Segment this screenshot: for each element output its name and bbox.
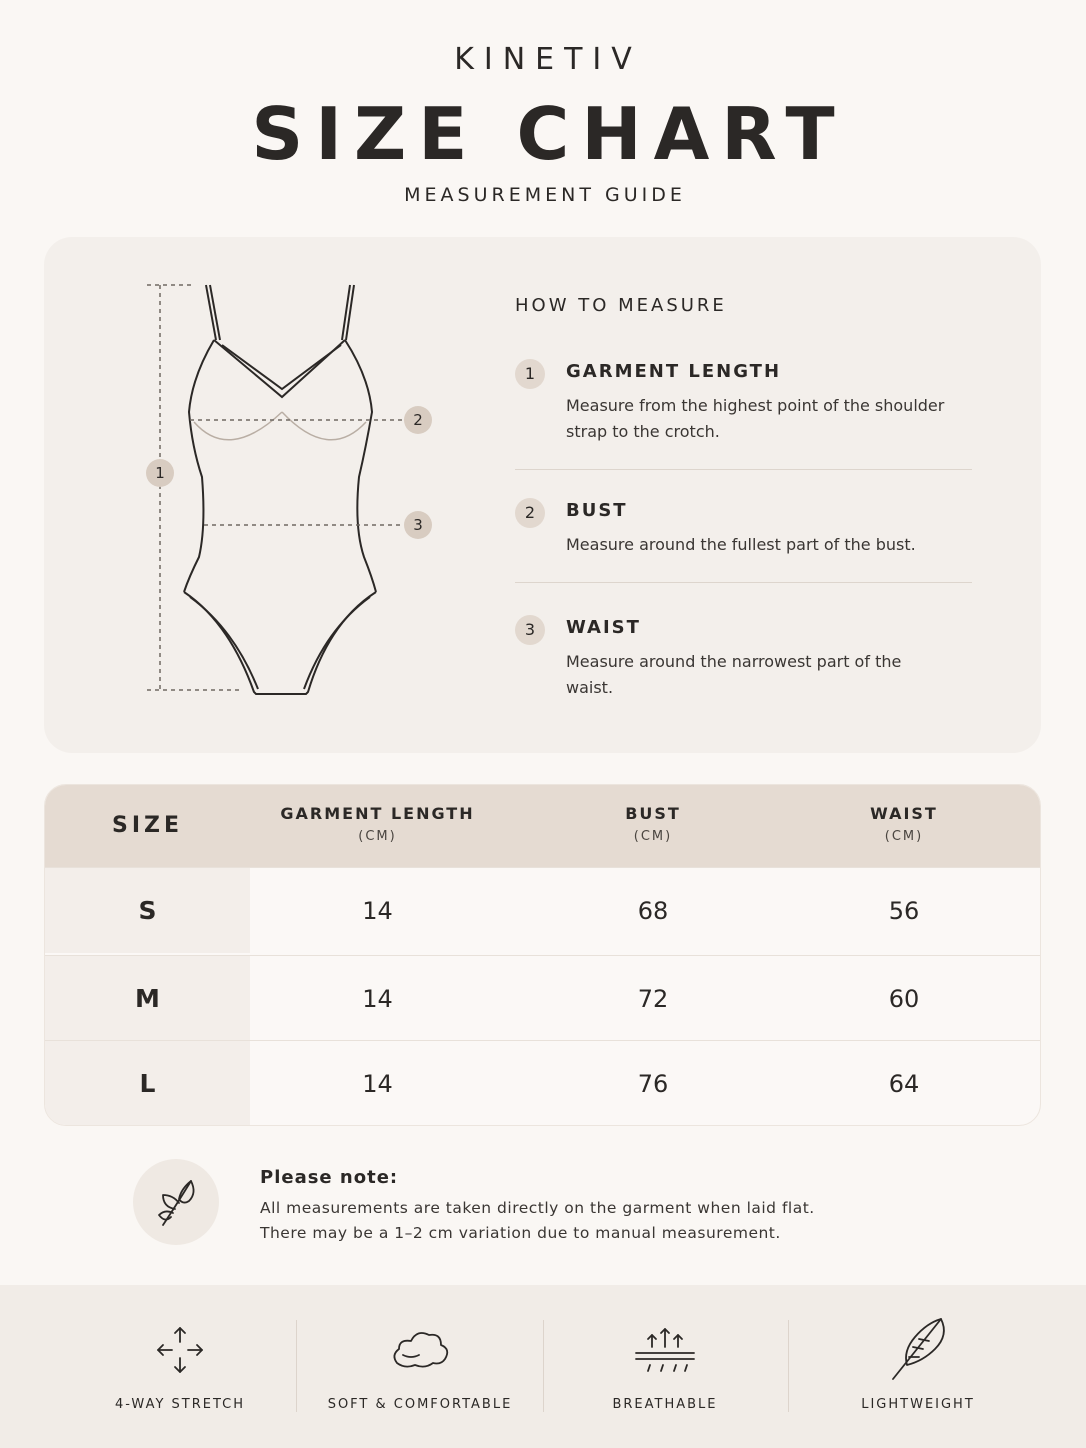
size-cell: M: [45, 956, 250, 1041]
waist-cell: 56: [888, 897, 920, 925]
column-unit: (CM): [633, 829, 673, 844]
column-header-bust: [505, 804, 801, 844]
waist-cell: 64: [888, 1070, 920, 1098]
feather-icon: [883, 1315, 953, 1385]
step-description: Measure from the highest point of the shoulder strap to the crotch.: [566, 396, 945, 441]
garment-length-cell: 14: [362, 1070, 393, 1098]
svg-text:3: 3: [413, 516, 423, 534]
step-title: WAIST: [566, 617, 641, 638]
brand-name: KINETIV: [454, 42, 642, 77]
feature-label: SOFT & COMFORTABLE: [327, 1397, 513, 1412]
column-header-size: SIZE: [111, 813, 183, 838]
column-label: GARMENT LENGTH: [280, 804, 475, 823]
bodysuit-diagram: [44, 237, 514, 753]
step-title: BUST: [566, 500, 628, 521]
svg-text:2: 2: [413, 411, 423, 429]
column-label: BUST: [625, 804, 681, 823]
bust-cell: 72: [637, 985, 669, 1013]
step-description: Measure around the fullest part of the bust.: [566, 535, 916, 554]
garment-length-cell: 14: [362, 897, 393, 925]
features-bar: [0, 1285, 1086, 1448]
feature-breathable: [545, 1285, 785, 1448]
table-row: [45, 955, 1041, 1041]
feature-4-way-stretch: [60, 1285, 300, 1448]
column-header-waist: [801, 804, 1007, 844]
step-number-badge: 2: [515, 498, 545, 528]
size-table: [44, 784, 1041, 1126]
step-description: Measure around the narrowest part of the waist.: [566, 652, 902, 697]
note-title: Please note:: [260, 1167, 399, 1188]
step-divider: [515, 469, 972, 470]
how-to-measure-heading: HOW TO MEASURE: [515, 295, 727, 316]
air-flow-icon: [630, 1315, 700, 1385]
feature-lightweight: [798, 1285, 1038, 1448]
table-row: [45, 867, 1041, 953]
feature-label: 4-WAY STRETCH: [114, 1397, 245, 1412]
step-bust: [515, 498, 985, 558]
feature-divider: [788, 1320, 789, 1412]
page-subtitle: MEASUREMENT GUIDE: [404, 184, 686, 206]
bust-cell: 76: [637, 1070, 669, 1098]
column-unit: (CM): [884, 829, 924, 844]
step-number-badge: 1: [515, 359, 545, 389]
four-way-arrows-icon: [145, 1315, 215, 1385]
garment-length-cell: 14: [362, 985, 393, 1013]
step-waist: [515, 615, 985, 705]
svg-text:1: 1: [155, 464, 165, 482]
diagram-marker-1: [146, 459, 174, 487]
diagram-marker-3: [404, 511, 432, 539]
waist-cell: 60: [888, 985, 920, 1013]
table-row: [45, 1040, 1041, 1126]
step-garment-length: [515, 359, 985, 449]
feature-label: LIGHTWEIGHT: [861, 1397, 975, 1412]
column-label: WAIST: [870, 804, 938, 823]
note-line: All measurements are taken directly on the garment when laid flat.: [260, 1199, 815, 1217]
step-number-badge: 3: [515, 615, 545, 645]
leaf-icon: [133, 1159, 219, 1245]
step-title: GARMENT LENGTH: [566, 361, 782, 382]
size-cell: S: [45, 868, 250, 953]
feature-soft-comfortable: [300, 1285, 540, 1448]
diagram-marker-2: [404, 406, 432, 434]
note-line: There may be a 1–2 cm variation due to manual measurement.: [260, 1224, 781, 1242]
feature-divider: [543, 1320, 544, 1412]
column-unit: (CM): [358, 829, 397, 844]
page-title: SIZE CHART: [251, 92, 847, 176]
bust-cell: 68: [637, 897, 669, 925]
feature-label: BREATHABLE: [612, 1397, 718, 1412]
how-to-measure-panel: [44, 237, 1041, 753]
size-cell: L: [45, 1041, 250, 1126]
feature-divider: [296, 1320, 297, 1412]
column-header-garment-length: [250, 804, 505, 844]
step-divider: [515, 582, 972, 583]
table-header: [45, 785, 1041, 867]
cloud-icon: [385, 1315, 455, 1385]
